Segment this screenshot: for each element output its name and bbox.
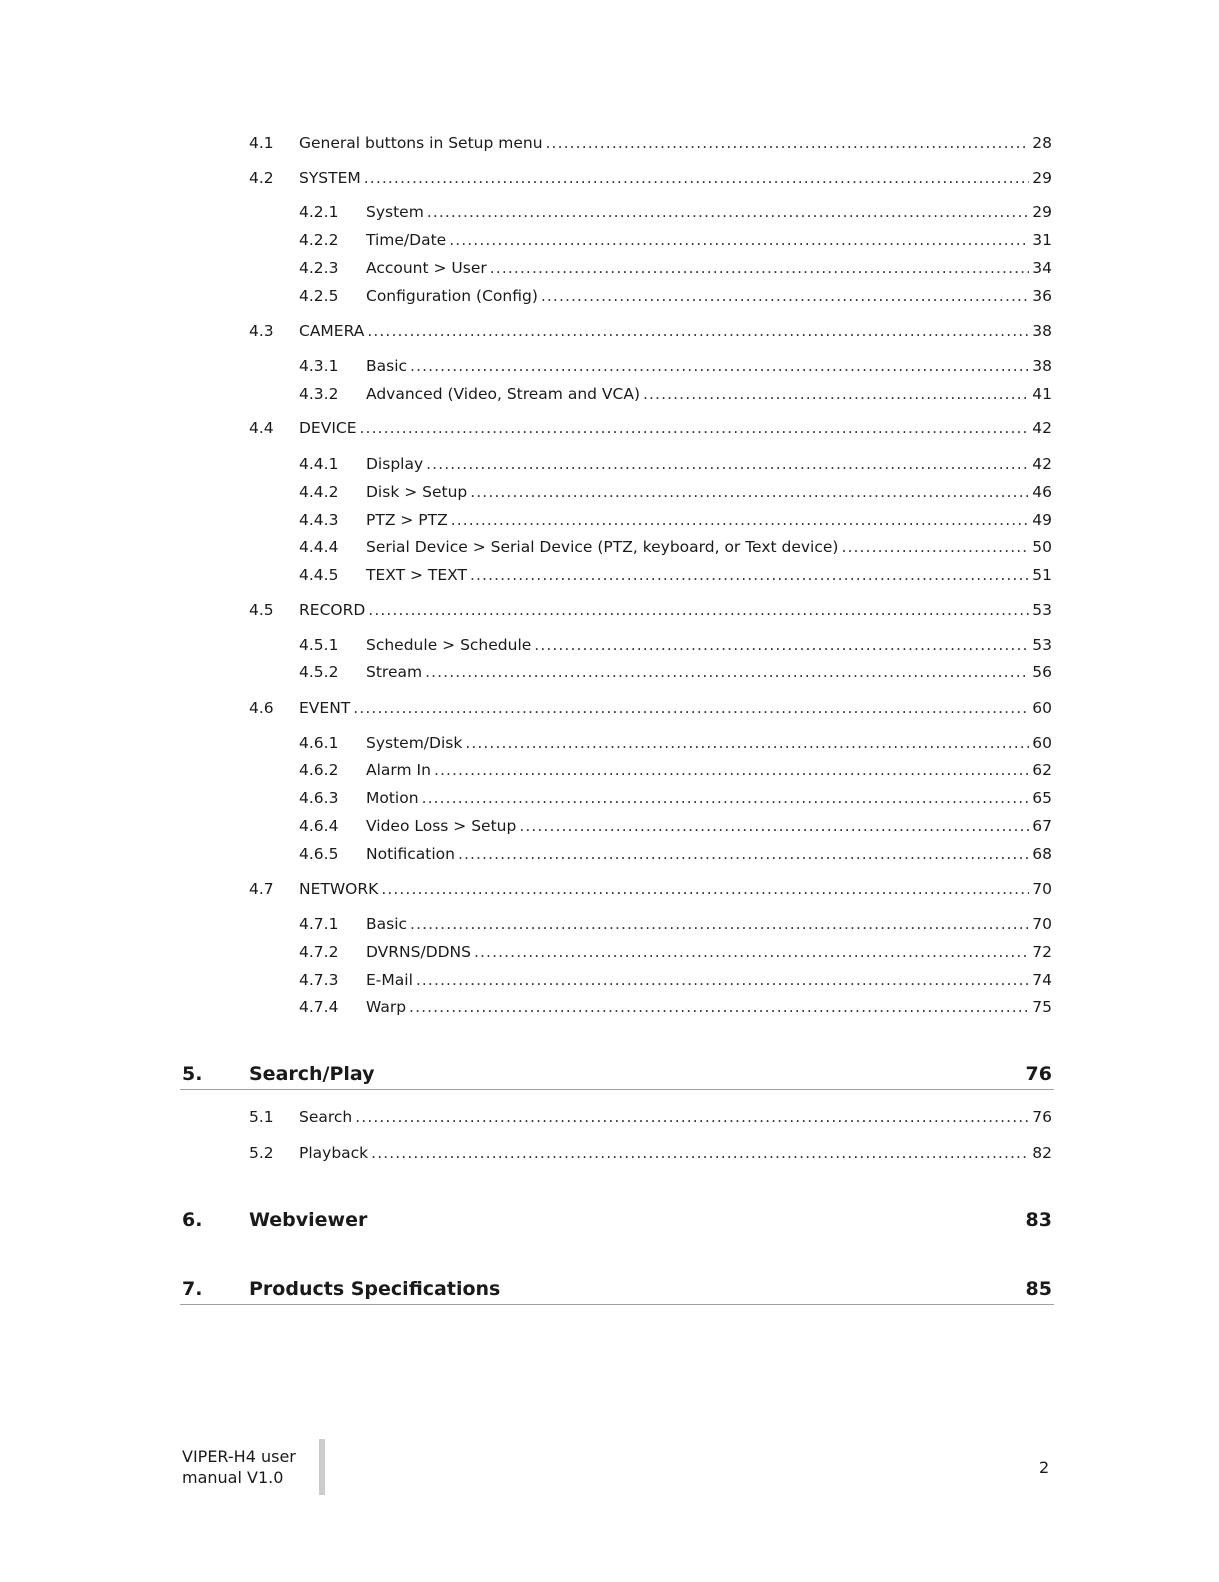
toc-entry-page: 49 bbox=[1032, 511, 1052, 529]
dot-leader bbox=[410, 354, 1029, 378]
toc-entry-page: 74 bbox=[1032, 971, 1052, 989]
dot-leader bbox=[422, 786, 1030, 810]
footer-document-title bbox=[182, 1446, 312, 1488]
toc-entry-page: 65 bbox=[1032, 789, 1052, 807]
toc-entry-title[interactable]: Stream bbox=[366, 663, 423, 681]
toc-entry-page: 36 bbox=[1032, 287, 1052, 305]
chapter-number: 5. bbox=[182, 1063, 203, 1085]
dot-leader bbox=[458, 842, 1029, 866]
toc-entry[interactable] bbox=[0, 256, 1219, 280]
toc-chapter-heading[interactable] bbox=[180, 1205, 1054, 1235]
toc-entry-page: 70 bbox=[1032, 915, 1052, 933]
toc-entry[interactable] bbox=[0, 877, 1219, 901]
toc-entry[interactable] bbox=[0, 228, 1219, 252]
toc-entry-number: 4.7.1 bbox=[299, 915, 339, 933]
toc-entry-page: 72 bbox=[1032, 943, 1052, 961]
dot-leader bbox=[368, 598, 1029, 622]
toc-entry-title[interactable]: DVRNS/DDNS bbox=[366, 943, 471, 961]
dot-leader bbox=[451, 508, 1030, 532]
toc-entry-number: 4.6 bbox=[249, 699, 274, 717]
toc-chapter-heading[interactable] bbox=[180, 1059, 1054, 1090]
dot-leader bbox=[360, 416, 1030, 440]
toc-entry-number: 4.4 bbox=[249, 419, 274, 437]
toc-entry[interactable] bbox=[0, 912, 1219, 936]
toc-entry-number: 4.6.4 bbox=[299, 817, 339, 835]
dot-leader bbox=[470, 480, 1029, 504]
toc-entry-title[interactable]: Notification bbox=[366, 845, 455, 863]
toc-entry[interactable] bbox=[0, 786, 1219, 810]
dot-leader bbox=[426, 452, 1029, 476]
toc-entry-page: 56 bbox=[1032, 663, 1052, 681]
toc-entry-page: 46 bbox=[1032, 483, 1052, 501]
toc-entry[interactable] bbox=[0, 1105, 1219, 1129]
toc-entry-number: 5.2 bbox=[249, 1144, 274, 1162]
toc-entry-page: 28 bbox=[1032, 134, 1052, 152]
dot-leader bbox=[367, 319, 1029, 343]
dot-leader bbox=[409, 995, 1029, 1019]
toc-entry-number: 4.5 bbox=[249, 601, 274, 619]
toc-entry-title[interactable]: Warp bbox=[366, 998, 407, 1016]
toc-entry[interactable] bbox=[0, 354, 1219, 378]
dot-leader bbox=[519, 814, 1029, 838]
footer-divider bbox=[319, 1439, 325, 1495]
toc-entry[interactable] bbox=[0, 1141, 1219, 1165]
chapter-page: 83 bbox=[1025, 1209, 1052, 1231]
toc-entry[interactable] bbox=[0, 200, 1219, 224]
toc-entry[interactable] bbox=[0, 166, 1219, 190]
dot-leader bbox=[364, 166, 1029, 190]
toc-entry[interactable] bbox=[0, 842, 1219, 866]
toc-entry-page: 38 bbox=[1032, 357, 1052, 375]
chapter-number: 7. bbox=[182, 1278, 203, 1300]
toc-entry-page: 76 bbox=[1032, 1108, 1052, 1126]
toc-entry-page: 68 bbox=[1032, 845, 1052, 863]
toc-entry-number: 5.1 bbox=[249, 1108, 274, 1126]
toc-entry-number: 4.5.1 bbox=[299, 636, 339, 654]
toc-entry-page: 82 bbox=[1032, 1144, 1052, 1162]
dot-leader bbox=[449, 228, 1029, 252]
toc-entry-number: 4.3.1 bbox=[299, 357, 339, 375]
toc-entry[interactable] bbox=[0, 968, 1219, 992]
toc-entry[interactable] bbox=[0, 416, 1219, 440]
chapter-number: 6. bbox=[182, 1209, 203, 1231]
toc-entry-title[interactable]: Display bbox=[366, 455, 424, 473]
toc-entry-number: 4.6.5 bbox=[299, 845, 339, 863]
toc-entry-number: 4.2.2 bbox=[299, 231, 339, 249]
toc-entry-number: 4.4.3 bbox=[299, 511, 339, 529]
dot-leader bbox=[416, 968, 1029, 992]
toc-entry-page: 60 bbox=[1032, 734, 1052, 752]
toc-entry-number: 4.6.3 bbox=[299, 789, 339, 807]
toc-entry-number: 4.2 bbox=[249, 169, 274, 187]
toc-entry-title[interactable]: E-Mail bbox=[366, 971, 413, 989]
footer-doc-line1: VIPER-H4 user bbox=[182, 1447, 296, 1466]
dot-leader bbox=[474, 940, 1029, 964]
toc-entry-title[interactable]: Configuration (Config) bbox=[366, 287, 538, 305]
toc-entry-number: 4.4.1 bbox=[299, 455, 339, 473]
toc-entry-page: 62 bbox=[1032, 761, 1052, 779]
toc-entry-title[interactable]: Alarm In bbox=[366, 761, 431, 779]
toc-entry-title[interactable]: Search bbox=[299, 1108, 353, 1126]
toc-entry-title[interactable]: TEXT > TEXT bbox=[366, 566, 467, 584]
toc-entry-page: 60 bbox=[1032, 699, 1052, 717]
dot-leader bbox=[490, 256, 1030, 280]
toc-chapter-heading[interactable] bbox=[180, 1274, 1054, 1305]
toc-entry-title[interactable]: SYSTEM bbox=[299, 169, 361, 187]
toc-entry-title[interactable]: System bbox=[366, 203, 424, 221]
dot-leader bbox=[541, 284, 1029, 308]
toc-entry-page: 53 bbox=[1032, 636, 1052, 654]
toc-entry-number: 4.6.1 bbox=[299, 734, 339, 752]
dot-leader bbox=[381, 877, 1029, 901]
toc-entry-page: 31 bbox=[1032, 231, 1052, 249]
toc-entry-title[interactable]: NETWORK bbox=[299, 880, 379, 898]
toc-entry[interactable] bbox=[0, 284, 1219, 308]
toc-entry[interactable] bbox=[0, 508, 1219, 532]
toc-entry-page: 51 bbox=[1032, 566, 1052, 584]
toc-entry-number: 4.7 bbox=[249, 880, 274, 898]
toc-entry-page: 75 bbox=[1032, 998, 1052, 1016]
toc-entry-page: 42 bbox=[1032, 419, 1052, 437]
dot-leader bbox=[427, 200, 1029, 224]
toc-entry-number: 4.4.4 bbox=[299, 538, 339, 556]
toc-entry-title[interactable]: Time/Date bbox=[366, 231, 447, 249]
toc-entry-title[interactable]: Basic bbox=[366, 915, 408, 933]
toc-entry-number: 4.2.1 bbox=[299, 203, 339, 221]
chapter-title[interactable]: Products Specifications bbox=[249, 1278, 501, 1300]
toc-entry-number: 4.7.3 bbox=[299, 971, 339, 989]
toc-entry-title[interactable]: General buttons in Setup menu bbox=[299, 134, 543, 152]
dot-leader bbox=[470, 563, 1029, 587]
dot-leader bbox=[425, 660, 1029, 684]
toc-entry-number: 4.2.3 bbox=[299, 259, 339, 277]
dot-leader bbox=[643, 382, 1029, 406]
toc-entry-page: 29 bbox=[1032, 169, 1052, 187]
dot-leader bbox=[841, 535, 1029, 559]
toc-entry-number: 4.2.5 bbox=[299, 287, 339, 305]
dot-leader bbox=[353, 696, 1029, 720]
dot-leader bbox=[546, 131, 1030, 155]
toc-entry[interactable] bbox=[0, 480, 1219, 504]
dot-leader bbox=[371, 1141, 1029, 1165]
toc-entry-title[interactable]: Advanced (Video, Stream and VCA) bbox=[366, 385, 640, 403]
dot-leader bbox=[465, 731, 1029, 755]
toc-entry-title[interactable]: DEVICE bbox=[299, 419, 357, 437]
toc-entry-title[interactable]: Account > User bbox=[366, 259, 487, 277]
page-number: 2 bbox=[1039, 1458, 1050, 1477]
toc-entry-title[interactable]: Video Loss > Setup bbox=[366, 817, 517, 835]
toc-entry-title[interactable]: RECORD bbox=[299, 601, 366, 619]
toc-entry[interactable] bbox=[0, 452, 1219, 476]
toc-entry-page: 34 bbox=[1032, 259, 1052, 277]
toc-entry-page: 53 bbox=[1032, 601, 1052, 619]
toc-entry[interactable] bbox=[0, 814, 1219, 838]
chapter-title[interactable]: Webviewer bbox=[249, 1209, 368, 1231]
toc-entry[interactable] bbox=[0, 131, 1219, 155]
toc-entry-page: 29 bbox=[1032, 203, 1052, 221]
dot-leader bbox=[434, 758, 1029, 782]
toc-entry-page: 41 bbox=[1032, 385, 1052, 403]
toc-entry[interactable] bbox=[0, 563, 1219, 587]
toc-entry-page: 42 bbox=[1032, 455, 1052, 473]
toc-entry-title[interactable]: System/Disk bbox=[366, 734, 463, 752]
toc-entry-title[interactable]: Basic bbox=[366, 357, 408, 375]
dot-leader bbox=[534, 633, 1029, 657]
toc-entry-page: 67 bbox=[1032, 817, 1052, 835]
toc-entry-number: 4.4.2 bbox=[299, 483, 339, 501]
toc-entry-title[interactable]: Serial Device > Serial Device (PTZ, keyboard, or Text device) bbox=[366, 538, 839, 556]
toc-entry[interactable] bbox=[0, 758, 1219, 782]
toc-entry-number: 4.7.4 bbox=[299, 998, 339, 1016]
toc-entry-number: 4.1 bbox=[249, 134, 274, 152]
page-footer bbox=[0, 1430, 1219, 1510]
toc-entry-number: 4.5.2 bbox=[299, 663, 339, 681]
footer-doc-line2: manual V1.0 bbox=[182, 1468, 284, 1487]
toc-entry-page: 70 bbox=[1032, 880, 1052, 898]
chapter-page: 85 bbox=[1025, 1278, 1052, 1300]
toc-entry-number: 4.4.5 bbox=[299, 566, 339, 584]
toc-entry-title[interactable]: EVENT bbox=[299, 699, 351, 717]
toc-entry-page: 50 bbox=[1032, 538, 1052, 556]
toc-entry[interactable] bbox=[0, 696, 1219, 720]
chapter-title[interactable]: Search/Play bbox=[249, 1063, 375, 1085]
toc-entry[interactable] bbox=[0, 995, 1219, 1019]
toc-entry-page: 38 bbox=[1032, 322, 1052, 340]
toc-entry-number: 4.6.2 bbox=[299, 761, 339, 779]
dot-leader bbox=[410, 912, 1029, 936]
toc-entry[interactable] bbox=[0, 382, 1219, 406]
toc-entry-number: 4.3 bbox=[249, 322, 274, 340]
toc-entry-title[interactable]: Playback bbox=[299, 1144, 369, 1162]
toc-entry[interactable] bbox=[0, 535, 1219, 559]
toc-entry[interactable] bbox=[0, 660, 1219, 684]
toc-entry-title[interactable]: Schedule > Schedule bbox=[366, 636, 532, 654]
toc-entry[interactable] bbox=[0, 940, 1219, 964]
toc-entry-number: 4.3.2 bbox=[299, 385, 339, 403]
toc-entry-title[interactable]: CAMERA bbox=[299, 322, 365, 340]
toc-entry-number: 4.7.2 bbox=[299, 943, 339, 961]
dot-leader bbox=[355, 1105, 1029, 1129]
toc-entry-title[interactable]: Disk > Setup bbox=[366, 483, 468, 501]
toc-entry[interactable] bbox=[0, 731, 1219, 755]
toc-entry[interactable] bbox=[0, 598, 1219, 622]
toc-entry[interactable] bbox=[0, 319, 1219, 343]
toc-entry-title[interactable]: PTZ > PTZ bbox=[366, 511, 448, 529]
toc-entry[interactable] bbox=[0, 633, 1219, 657]
toc-entry-title[interactable]: Motion bbox=[366, 789, 419, 807]
chapter-page: 76 bbox=[1025, 1063, 1052, 1085]
